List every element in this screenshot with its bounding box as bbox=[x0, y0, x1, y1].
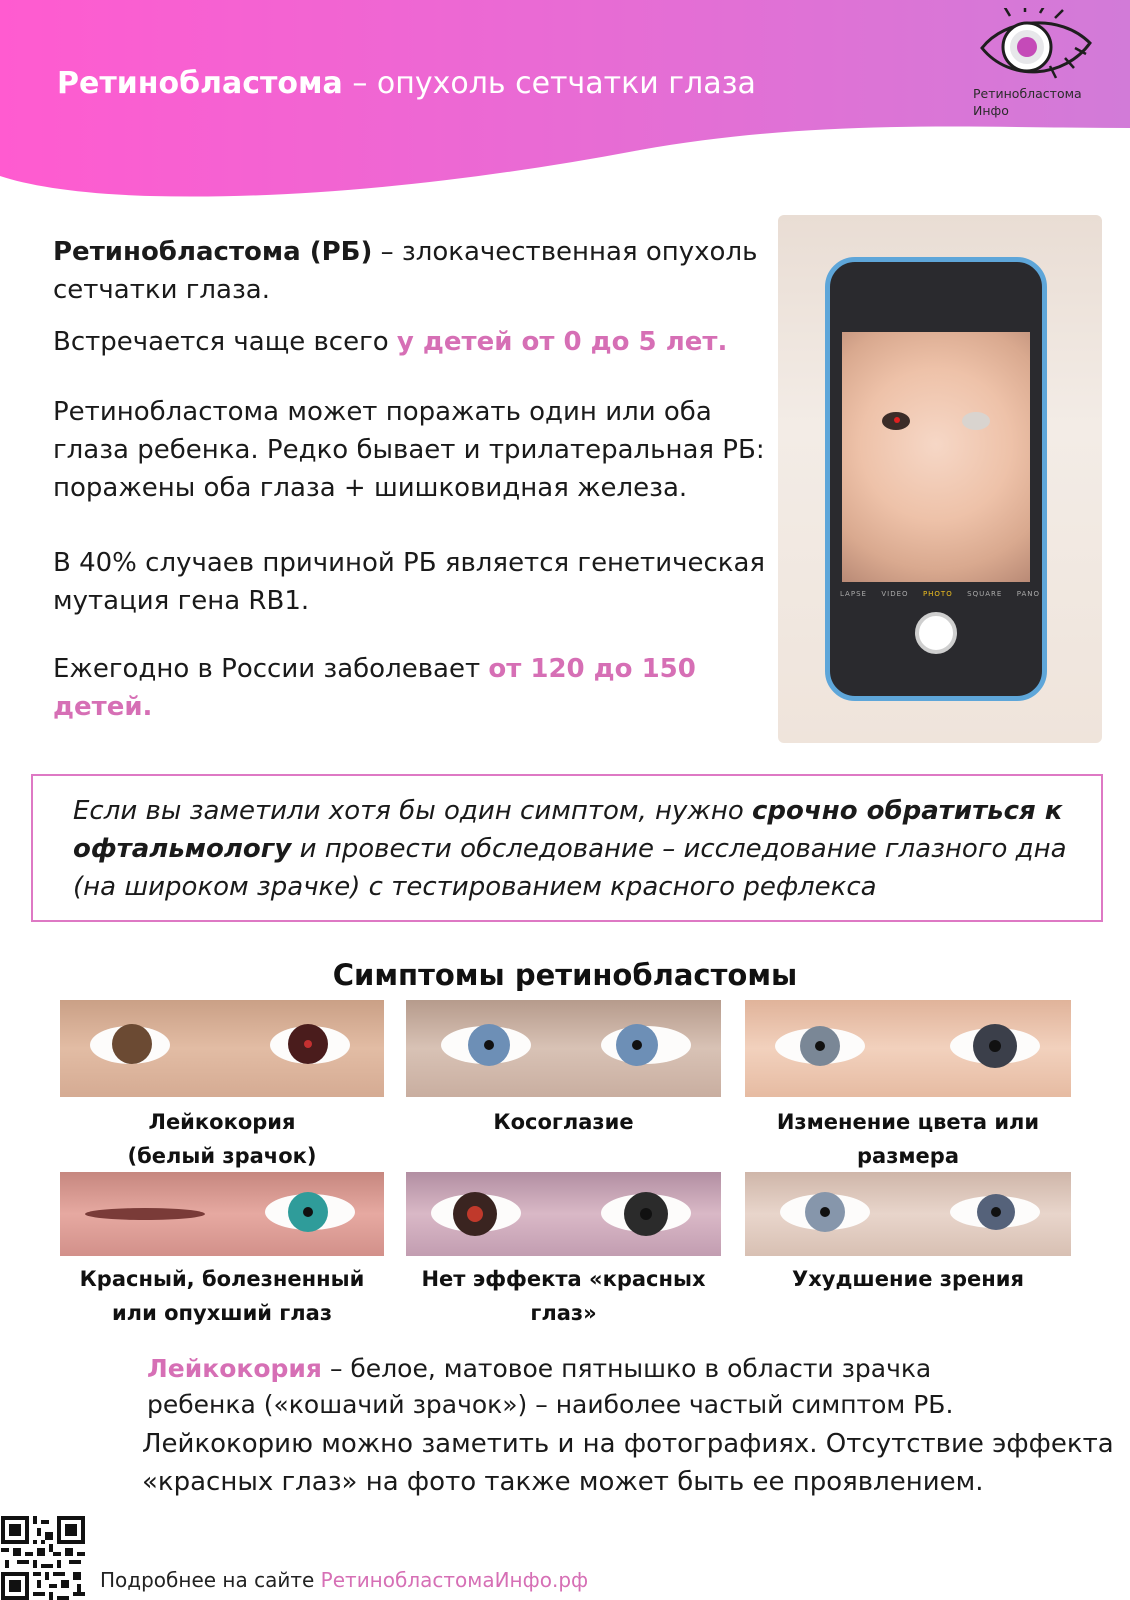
symptom-label-color-change: Изменение цвета или размера bbox=[776, 1110, 1040, 1168]
symptoms-title: Симптомы ретинобластомы bbox=[332, 958, 798, 992]
logo-subtitle: Инфо bbox=[973, 103, 1009, 118]
pupil bbox=[467, 1206, 483, 1222]
closed-eye bbox=[85, 1208, 205, 1220]
pupil bbox=[989, 1040, 1001, 1052]
symptom-photo-leukocoria bbox=[60, 1000, 384, 1097]
pupil bbox=[815, 1041, 825, 1051]
symptom-label-no-red-eye: Нет эффекта «красных глаз» bbox=[421, 1267, 706, 1325]
intro-definition: Ретинобластома (РБ) – злокачественная опухоль сетчатки глаза. bbox=[53, 237, 758, 305]
red-reflex bbox=[894, 417, 900, 423]
phone-baby-photo bbox=[778, 215, 1102, 743]
iris bbox=[112, 1024, 152, 1064]
page-title: Ретинобластома – опухоль сетчатки глаза bbox=[57, 66, 756, 101]
symptom-photo-no-red-eye bbox=[406, 1172, 721, 1256]
symptom-photo-vision-loss bbox=[745, 1172, 1071, 1256]
pupil bbox=[820, 1207, 830, 1217]
symptom-label-red-eye: Красный, болезненный или опухший глаз bbox=[79, 1267, 365, 1325]
leukocoria-photo-note: Лейкокорию можно заметить и на фотографиях. Отсутствие эффекта «красных глаз» на фото также может быть ее проявлением. bbox=[142, 1429, 1114, 1497]
pupil bbox=[303, 1207, 313, 1217]
shutter-icon bbox=[915, 612, 957, 654]
footer-note: Подробнее на сайте РетинобластомаИнфо.рф bbox=[100, 1568, 589, 1592]
intro-bilateral: Ретинобластома может поражать один или оба глаза ребенка. Редко бывает и трилатеральная РБ: поражены оба глаза + шишковидная железа. bbox=[53, 397, 765, 503]
intro-incidence: Ежегодно в России заболевает от 120 до 150 детей. bbox=[53, 654, 696, 722]
pupil bbox=[991, 1207, 1001, 1217]
urgent-notice-box bbox=[31, 774, 1103, 922]
website-link[interactable]: РетинобластомаИнфо.рф bbox=[320, 1568, 589, 1592]
urgent-notice-text: Если вы заметили хотя бы один симптом, нужно срочно обратиться к офтальмологу и провести обследование – исследование глазного дна (на широком зрачке) с тестированием красного рефлекса bbox=[73, 796, 1067, 902]
pupil bbox=[304, 1040, 312, 1048]
pupil bbox=[632, 1040, 642, 1050]
qr-code-icon bbox=[0, 1516, 86, 1600]
baby-eye-right bbox=[962, 412, 990, 430]
symptom-photo-strabismus bbox=[406, 1000, 721, 1097]
symptom-photo-red-eye bbox=[60, 1172, 384, 1256]
camera-modes: LAPSE VIDEO PHOTO SQUARE PANO bbox=[840, 590, 1040, 598]
symptom-label-leukocoria: Лейкокория (белый зрачок) bbox=[127, 1110, 317, 1168]
smartphone bbox=[825, 257, 1047, 701]
leukocoria-definition: Лейкокория – белое, матовое пятнышко в области зрачка ребенка («кошачий зрачок») – наиболее частый симптом РБ. bbox=[147, 1354, 954, 1419]
intro-genetics: В 40% случаев причиной РБ является генетическая мутация гена RB1. bbox=[53, 548, 766, 616]
pupil bbox=[484, 1040, 494, 1050]
pupil bbox=[640, 1208, 652, 1220]
symptom-label-strabismus: Косоглазие bbox=[493, 1110, 634, 1134]
baby-face-screen bbox=[842, 332, 1030, 582]
logo-name: Ретинобластома bbox=[973, 86, 1082, 101]
intro-age: Встречается чаще всего у детей от 0 до 5 лет. bbox=[53, 327, 728, 357]
symptom-photo-color-change bbox=[745, 1000, 1071, 1097]
symptom-label-vision-loss: Ухудшение зрения bbox=[792, 1267, 1024, 1291]
